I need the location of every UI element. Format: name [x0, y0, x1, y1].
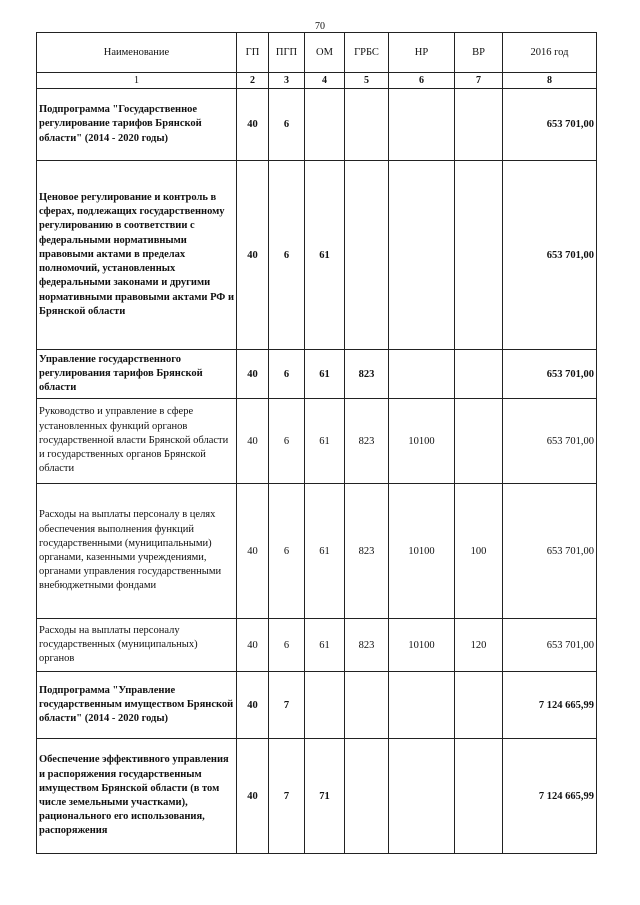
row-om: 61 [305, 161, 345, 350]
row-name: Расходы на выплаты персоналу в целях обеспечения выполнения функций государственными (муниципальными) органами, казенными учреждениями, органами управления государственными внебюджетными фондами [37, 484, 237, 619]
row-pgp: 6 [269, 89, 305, 161]
row-amount: 653 701,00 [503, 399, 597, 484]
row-amount: 7 124 665,99 [503, 672, 597, 739]
column-number: 5 [345, 73, 389, 89]
row-grbs: 823 [345, 619, 389, 672]
row-name: Обеспечение эффективного управления и распоряжения государственным имуществом Брянской области (в том числе земельными участками), рационального его использования, распоряжения [37, 739, 237, 854]
row-vr: 120 [455, 619, 503, 672]
row-pgp: 7 [269, 739, 305, 854]
row-vr [455, 739, 503, 854]
column-number: 6 [389, 73, 455, 89]
row-name: Подпрограмма "Управление государственным имуществом Брянской области" (2014 - 2020 годы) [37, 672, 237, 739]
header-nr: НР [389, 33, 455, 73]
row-grbs: 823 [345, 484, 389, 619]
table-row [37, 619, 597, 672]
row-name: Управление государственного регулирования тарифов Брянской области [37, 350, 237, 399]
table-row [37, 89, 597, 161]
budget-table [36, 32, 597, 854]
table-row [37, 161, 597, 350]
row-vr: 100 [455, 484, 503, 619]
row-vr [455, 350, 503, 399]
header-om: ОМ [305, 33, 345, 73]
row-gp: 40 [237, 399, 269, 484]
column-number: 3 [269, 73, 305, 89]
row-grbs [345, 89, 389, 161]
row-gp: 40 [237, 672, 269, 739]
row-nr: 10100 [389, 399, 455, 484]
row-vr [455, 161, 503, 350]
row-pgp: 6 [269, 619, 305, 672]
row-nr: 10100 [389, 619, 455, 672]
row-om: 61 [305, 484, 345, 619]
row-name: Расходы на выплаты персоналу государственных (муниципальных) органов [37, 619, 237, 672]
row-pgp: 7 [269, 672, 305, 739]
row-gp: 40 [237, 739, 269, 854]
row-grbs: 823 [345, 350, 389, 399]
row-nr [389, 161, 455, 350]
header-grbs: ГРБС [345, 33, 389, 73]
row-vr [455, 89, 503, 161]
row-om: 61 [305, 399, 345, 484]
row-grbs [345, 739, 389, 854]
table-row [37, 739, 597, 854]
table-row [37, 350, 597, 399]
row-amount: 653 701,00 [503, 619, 597, 672]
row-amount: 653 701,00 [503, 350, 597, 399]
table-row [37, 672, 597, 739]
row-nr [389, 672, 455, 739]
header-pgp: ПГП [269, 33, 305, 73]
row-om: 71 [305, 739, 345, 854]
row-grbs: 823 [345, 399, 389, 484]
row-amount: 7 124 665,99 [503, 739, 597, 854]
page-number: 70 [315, 21, 325, 32]
row-nr: 10100 [389, 484, 455, 619]
table-row [37, 484, 597, 619]
column-number-row [37, 73, 597, 89]
header-year: 2016 год [503, 33, 597, 73]
row-gp: 40 [237, 161, 269, 350]
row-pgp: 6 [269, 484, 305, 619]
row-nr [389, 350, 455, 399]
header-name: Наименование [37, 33, 237, 73]
row-grbs [345, 672, 389, 739]
row-gp: 40 [237, 484, 269, 619]
row-nr [389, 89, 455, 161]
row-om [305, 672, 345, 739]
row-grbs [345, 161, 389, 350]
row-gp: 40 [237, 350, 269, 399]
column-number: 2 [237, 73, 269, 89]
header-row [37, 33, 597, 73]
column-number: 7 [455, 73, 503, 89]
row-pgp: 6 [269, 399, 305, 484]
column-number: 4 [305, 73, 345, 89]
row-om: 61 [305, 619, 345, 672]
row-amount: 653 701,00 [503, 161, 597, 350]
table-row [37, 399, 597, 484]
column-number: 1 [37, 73, 237, 89]
row-pgp: 6 [269, 350, 305, 399]
row-om [305, 89, 345, 161]
row-om: 61 [305, 350, 345, 399]
row-nr [389, 739, 455, 854]
row-vr [455, 672, 503, 739]
row-name: Руководство и управление в сфере установленных функций органов государственной власти Брянской области и государственных органов Брянской области [37, 399, 237, 484]
row-pgp: 6 [269, 161, 305, 350]
row-name: Ценовое регулирование и контроль в сферах, подлежащих государственному регулированию в соответствии с федеральными нормативными правовыми актами в пределах полномочий, установленных федеральными законами и другими нормативными правовыми актами РФ и Брянской области [37, 161, 237, 350]
header-vr: ВР [455, 33, 503, 73]
row-vr [455, 399, 503, 484]
row-gp: 40 [237, 89, 269, 161]
row-name: Подпрограмма "Государственное регулирование тарифов Брянской области" (2014 - 2020 годы) [37, 89, 237, 161]
row-amount: 653 701,00 [503, 484, 597, 619]
header-gp: ГП [237, 33, 269, 73]
row-amount: 653 701,00 [503, 89, 597, 161]
row-gp: 40 [237, 619, 269, 672]
column-number: 8 [503, 73, 597, 89]
